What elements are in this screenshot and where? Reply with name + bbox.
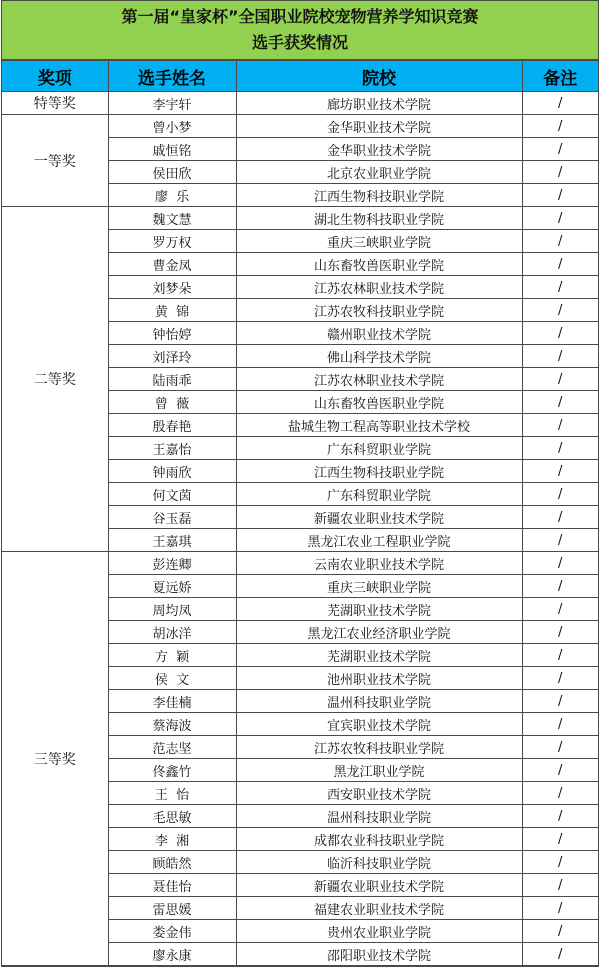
contestant-name-cell: 范志坚	[108, 736, 236, 759]
contestant-name-cell: 钟雨欣	[108, 460, 236, 483]
school-cell: 贵州农业职业学院	[236, 920, 522, 943]
note-cell: /	[522, 506, 598, 529]
school-cell: 宜宾职业技术学院	[236, 713, 522, 736]
school-cell: 黑龙江职业学院	[236, 759, 522, 782]
contestant-name-cell: 周均凤	[108, 598, 236, 621]
sheet-title	[2, 1, 598, 60]
note-cell: /	[522, 276, 598, 299]
note-cell: /	[522, 759, 598, 782]
school-cell: 盐城生物工程高等职业技术学校	[236, 414, 522, 437]
school-cell: 廊坊职业技术学院	[236, 92, 522, 115]
table-row	[2, 552, 598, 575]
school-cell: 新疆农业职业技术学院	[236, 874, 522, 897]
note-cell: /	[522, 391, 598, 414]
note-cell: /	[522, 138, 598, 161]
school-cell: 赣州职业技术学院	[236, 322, 522, 345]
school-cell: 江苏农牧科技职业学院	[236, 299, 522, 322]
contestant-name-cell: 黄 锦	[108, 299, 236, 322]
contestant-name-cell: 彭连卿	[108, 552, 236, 575]
school-cell: 重庆三峡职业学院	[236, 575, 522, 598]
contestant-name-cell: 刘泽玲	[108, 345, 236, 368]
note-cell: /	[522, 414, 598, 437]
school-cell: 池州职业技术学院	[236, 667, 522, 690]
note-cell: /	[522, 713, 598, 736]
contestant-name-cell: 曾 薇	[108, 391, 236, 414]
awards-sheet	[1, 0, 599, 967]
contestant-name-cell: 方 颖	[108, 644, 236, 667]
school-cell: 金华职业技术学院	[236, 115, 522, 138]
contestant-name-cell: 雷思媛	[108, 897, 236, 920]
awards-table	[2, 60, 598, 966]
note-cell: /	[522, 207, 598, 230]
contestant-name-cell: 蔡海波	[108, 713, 236, 736]
contestant-name-cell: 毛思敏	[108, 805, 236, 828]
contestant-name-cell: 李佳楠	[108, 690, 236, 713]
header-name: 选手姓名	[108, 61, 236, 92]
title-line-2: 选手获奖情况	[251, 33, 348, 52]
contestant-name-cell: 曹金凤	[108, 253, 236, 276]
school-cell: 温州科技职业学院	[236, 690, 522, 713]
note-cell: /	[522, 782, 598, 805]
school-cell: 江苏农林职业技术学院	[236, 276, 522, 299]
note-cell: /	[522, 805, 598, 828]
award-level-cell: 特等奖	[2, 92, 108, 115]
contestant-name-cell: 李宇轩	[108, 92, 236, 115]
contestant-name-cell: 陆雨乖	[108, 368, 236, 391]
school-cell: 温州科技职业学院	[236, 805, 522, 828]
school-cell: 新疆农业职业技术学院	[236, 506, 522, 529]
contestant-name-cell: 聂佳怡	[108, 874, 236, 897]
contestant-name-cell: 谷玉磊	[108, 506, 236, 529]
note-cell: /	[522, 92, 598, 115]
school-cell: 北京农业职业学院	[236, 161, 522, 184]
school-cell: 江苏农林职业技术学院	[236, 368, 522, 391]
award-level-cell: 二等奖	[2, 207, 108, 552]
school-cell: 邵阳职业技术学院	[236, 943, 522, 966]
award-level-cell: 三等奖	[2, 552, 108, 966]
school-cell: 芜湖职业技术学院	[236, 644, 522, 667]
contestant-name-cell: 胡冰洋	[108, 621, 236, 644]
note-cell: /	[522, 621, 598, 644]
contestant-name-cell: 曾小梦	[108, 115, 236, 138]
school-cell: 临沂科技职业学院	[236, 851, 522, 874]
note-cell: /	[522, 874, 598, 897]
note-cell: /	[522, 483, 598, 506]
school-cell: 广东科贸职业学院	[236, 437, 522, 460]
note-cell: /	[522, 598, 598, 621]
title-line-1: 第一届“皇家杯”全国职业院校宠物营养学知识竞赛	[121, 7, 479, 26]
contestant-name-cell: 王 怡	[108, 782, 236, 805]
note-cell: /	[522, 644, 598, 667]
note-cell: /	[522, 851, 598, 874]
contestant-name-cell: 罗万权	[108, 230, 236, 253]
school-cell: 江西生物科技职业学院	[236, 460, 522, 483]
contestant-name-cell: 侯 文	[108, 667, 236, 690]
note-cell: /	[522, 230, 598, 253]
school-cell: 江西生物科技职业学院	[236, 184, 522, 207]
contestant-name-cell: 娄金伟	[108, 920, 236, 943]
note-cell: /	[522, 828, 598, 851]
school-cell: 江苏农牧科技职业学院	[236, 736, 522, 759]
table-row	[2, 207, 598, 230]
note-cell: /	[522, 368, 598, 391]
note-cell: /	[522, 575, 598, 598]
contestant-name-cell: 顾皓然	[108, 851, 236, 874]
note-cell: /	[522, 161, 598, 184]
note-cell: /	[522, 897, 598, 920]
note-cell: /	[522, 345, 598, 368]
header-school: 院校	[236, 61, 522, 92]
school-cell: 山东畜牧兽医职业学院	[236, 391, 522, 414]
note-cell: /	[522, 460, 598, 483]
note-cell: /	[522, 322, 598, 345]
note-cell: /	[522, 299, 598, 322]
note-cell: /	[522, 115, 598, 138]
table-row	[2, 115, 598, 138]
header-row	[2, 61, 598, 92]
school-cell: 云南农业职业技术学院	[236, 552, 522, 575]
contestant-name-cell: 李 湘	[108, 828, 236, 851]
note-cell: /	[522, 253, 598, 276]
note-cell: /	[522, 529, 598, 552]
contestant-name-cell: 廖 乐	[108, 184, 236, 207]
note-cell: /	[522, 552, 598, 575]
note-cell: /	[522, 690, 598, 713]
contestant-name-cell: 何文茵	[108, 483, 236, 506]
note-cell: /	[522, 184, 598, 207]
note-cell: /	[522, 667, 598, 690]
header-note: 备注	[522, 61, 598, 92]
note-cell: /	[522, 736, 598, 759]
contestant-name-cell: 钟怡婷	[108, 322, 236, 345]
note-cell: /	[522, 437, 598, 460]
school-cell: 黑龙江农业经济职业学院	[236, 621, 522, 644]
school-cell: 佛山科学技术学院	[236, 345, 522, 368]
awards-body	[2, 92, 598, 966]
header-award: 奖项	[2, 61, 108, 92]
contestant-name-cell: 廖永康	[108, 943, 236, 966]
note-cell: /	[522, 943, 598, 966]
award-level-cell: 一等奖	[2, 115, 108, 207]
school-cell: 芜湖职业技术学院	[236, 598, 522, 621]
contestant-name-cell: 刘梦朵	[108, 276, 236, 299]
school-cell: 福建农业职业技术学院	[236, 897, 522, 920]
school-cell: 重庆三峡职业学院	[236, 230, 522, 253]
table-row	[2, 92, 598, 115]
contestant-name-cell: 侯田欣	[108, 161, 236, 184]
school-cell: 广东科贸职业学院	[236, 483, 522, 506]
school-cell: 湖北生物科技职业学院	[236, 207, 522, 230]
school-cell: 金华职业技术学院	[236, 138, 522, 161]
contestant-name-cell: 魏文慧	[108, 207, 236, 230]
contestant-name-cell: 殷春艳	[108, 414, 236, 437]
contestant-name-cell: 王嘉怡	[108, 437, 236, 460]
school-cell: 黑龙江农业工程职业学院	[236, 529, 522, 552]
school-cell: 山东畜牧兽医职业学院	[236, 253, 522, 276]
school-cell: 西安职业技术学院	[236, 782, 522, 805]
school-cell: 成都农业科技职业学院	[236, 828, 522, 851]
contestant-name-cell: 王嘉琪	[108, 529, 236, 552]
contestant-name-cell: 戚恒铭	[108, 138, 236, 161]
contestant-name-cell: 佟鑫竹	[108, 759, 236, 782]
contestant-name-cell: 夏远娇	[108, 575, 236, 598]
note-cell: /	[522, 920, 598, 943]
